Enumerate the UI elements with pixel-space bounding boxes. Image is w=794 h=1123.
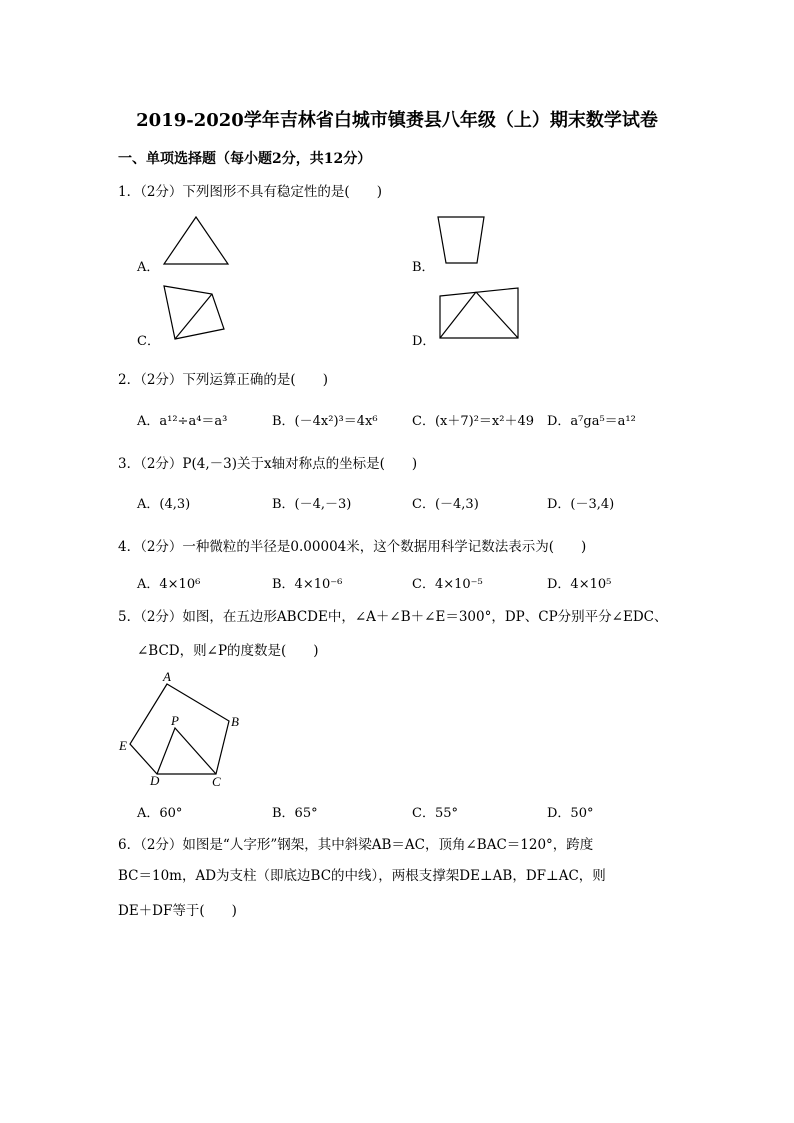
q5-label-a: A (163, 669, 171, 684)
question-1-option-c: C． (137, 334, 160, 349)
question-2-option-b: B．(－4x²)³＝4x⁶ (272, 414, 378, 429)
question-3-stem: 3．（2分）P(4,－3)关于x轴对称点的坐标是( ) (118, 456, 418, 472)
question-3-option-a: A．(4,3) (137, 497, 191, 512)
question-3-option-b: B．(－4,－3) (272, 497, 352, 512)
q5-label-b: B (231, 714, 239, 729)
question-5-stem-line-2: ∠BCD，则∠P的度数是( ) (137, 643, 319, 659)
question-4-stem: 4．（2分）一种微粒的半径是0.00004米，这个数据用科学记数法表示为( ) (118, 539, 587, 555)
section-heading: 一、单项选择题（每小题2分，共12分） (118, 151, 372, 167)
question-6-stem-line-2: BC＝10m，AD为支柱（即底边BC的中线），两根支撑架DE⊥AB，DF⊥AC，则 (118, 868, 606, 884)
question-4-option-d: D．4×10⁵ (547, 577, 612, 592)
question-1-option-b: B． (412, 260, 435, 275)
q5-pentagon-figure (114, 668, 254, 792)
q1-figure-c-quadrilateral-diagonal (160, 284, 230, 344)
question-5-option-c: C．55° (412, 806, 458, 821)
question-4-option-a: A．4×10⁶ (137, 577, 201, 592)
question-3-option-c: C．(－4,3) (412, 497, 479, 512)
question-1-stem: 1．（2分）下列图形不具有稳定性的是( ) (118, 184, 382, 200)
question-5-option-a: A．60° (137, 806, 183, 821)
q1-figure-b-trapezoid (436, 213, 492, 267)
question-5-option-b: B．65° (272, 806, 318, 821)
question-6-stem-line-1: 6．（2分）如图是“人字形”钢架，其中斜梁AB＝AC，顶角∠BAC＝120°，跨度 (118, 837, 594, 853)
q1-figure-a-triangle (160, 214, 232, 268)
question-4-option-b: B．4×10⁻⁶ (272, 577, 343, 592)
question-5-option-d: D．50° (547, 806, 594, 821)
question-2-option-a: A．a¹²÷a⁴＝a³ (137, 414, 228, 429)
q1-figure-d-quadrilateral-triangles (436, 286, 526, 344)
question-5-stem-line-1: 5．（2分）如图，在五边形ABCDE中，∠A＋∠B＋∠E＝300°，DP、CP分别平分∠EDC、 (118, 609, 668, 625)
page-title: 2019-2020学年吉林省白城市镇赉县八年级（上）期末数学试卷 (136, 110, 658, 131)
question-2-stem: 2．（2分）下列运算正确的是( ) (118, 372, 328, 388)
question-1-option-d: D． (412, 334, 436, 349)
question-2-option-c: C．(x＋7)²＝x²＋49 (412, 414, 534, 429)
question-4-option-c: C．4×10⁻⁵ (412, 577, 483, 592)
q5-label-e: E (119, 738, 127, 753)
q5-label-d: D (150, 773, 160, 788)
question-6-stem-line-3: DE＋DF等于( ) (118, 903, 237, 919)
question-2-option-d: D．a⁷gа⁵＝a¹² (547, 414, 636, 429)
question-3-option-d: D．(－3,4) (547, 497, 615, 512)
q5-label-p: P (171, 713, 179, 728)
question-1-option-a: A． (137, 260, 160, 275)
q5-label-c: C (212, 774, 221, 789)
